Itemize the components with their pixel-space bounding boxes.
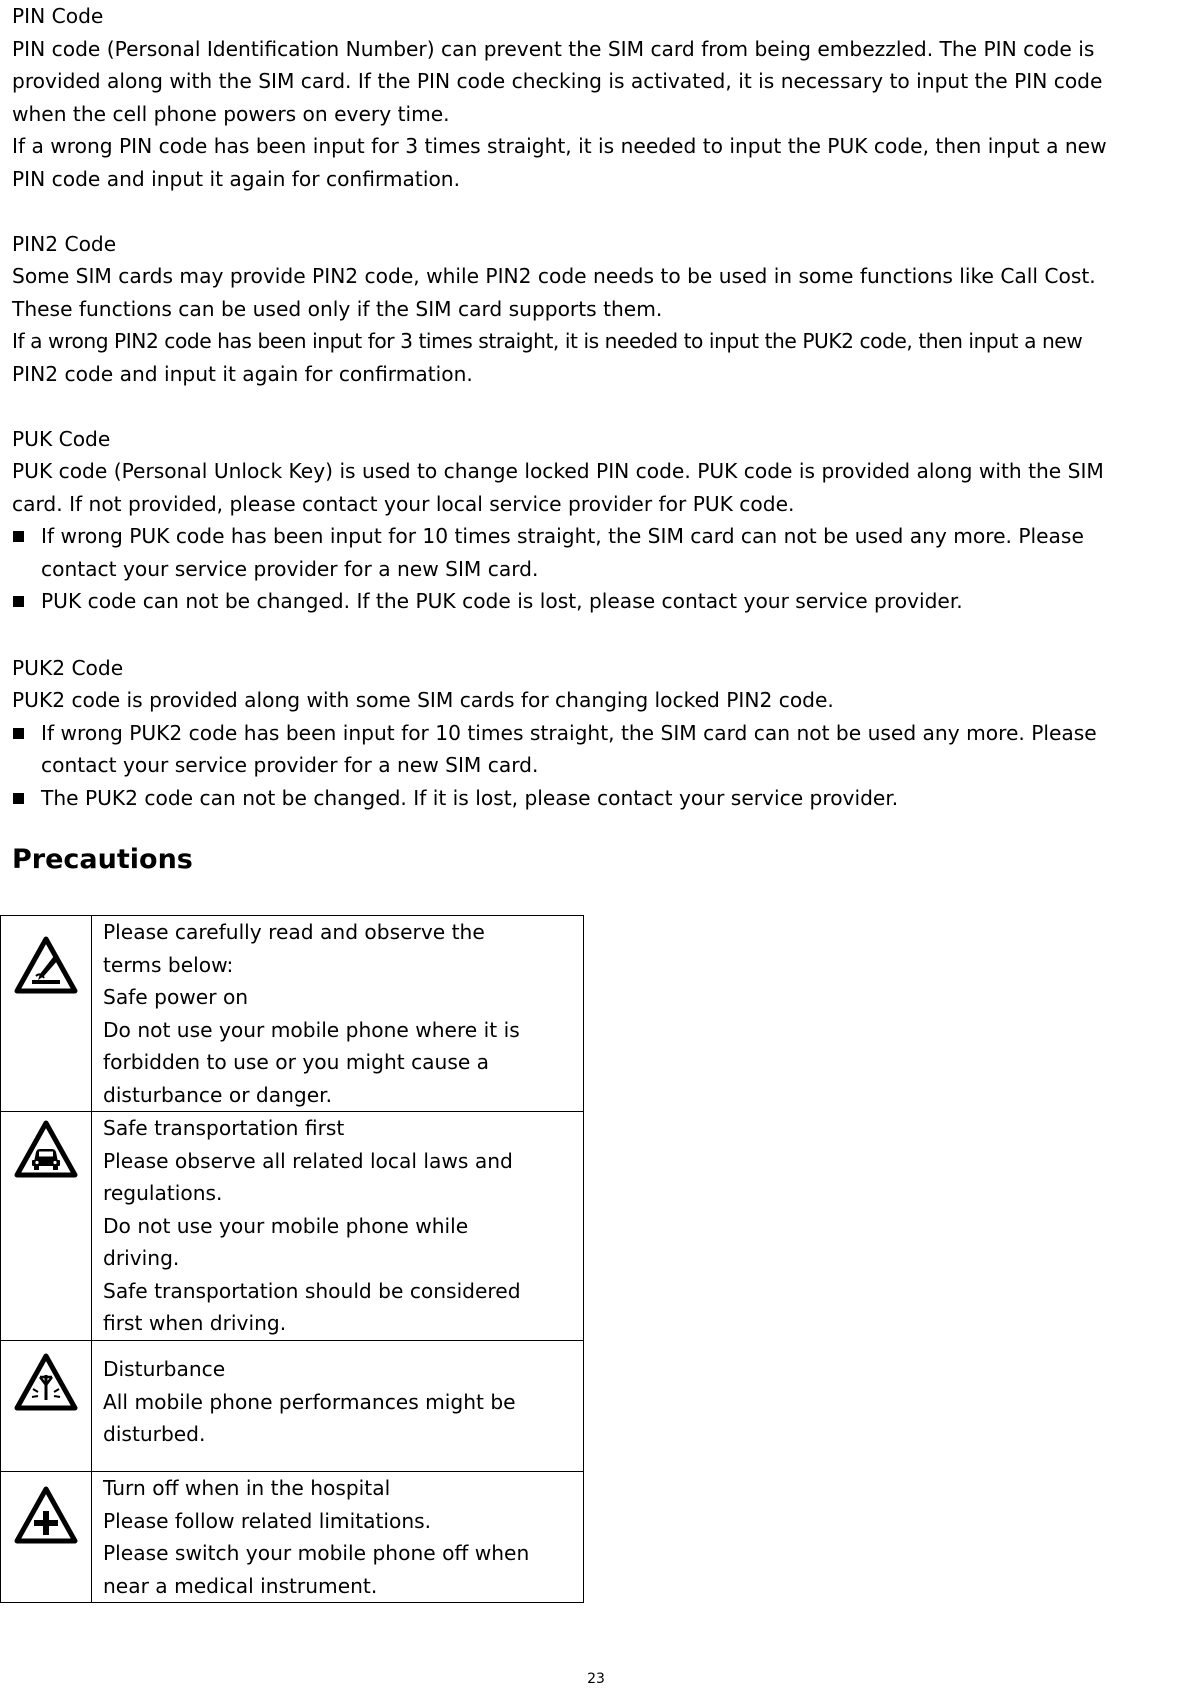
section-title: PUK Code <box>12 426 111 451</box>
bullet-line: contact your service provider for a new SIM card. <box>41 753 539 777</box>
icon-cell <box>1 1341 92 1472</box>
icon-cell <box>1 916 92 1112</box>
cell-line: disturbance or danger. <box>103 1082 333 1107</box>
section-pin2-code <box>12 228 1192 391</box>
bullet-item <box>12 782 1192 815</box>
icon-cell <box>1 1112 92 1341</box>
cell-line: Do not use your mobile phone while <box>103 1213 469 1238</box>
section-title: PIN Code <box>12 4 104 28</box>
cell-line: first when driving. <box>103 1311 287 1335</box>
paragraph-line: These functions can be used only if the SIM card supports them. <box>12 296 663 321</box>
cell-line: All mobile phone performances might be <box>103 1389 516 1414</box>
bullet-item <box>12 520 1192 585</box>
cell-line: terms below: <box>103 952 234 977</box>
bullet-item <box>12 717 1192 782</box>
cell-line: Please follow related limitations. <box>103 1508 432 1533</box>
cell-line: disturbed. <box>103 1422 206 1446</box>
square-bullet-icon <box>13 596 24 607</box>
cell-line: Safe transportation first <box>103 1116 345 1140</box>
paragraph-line: card. If not provided, please contact your local service provider for PUK code. <box>12 491 795 516</box>
bullet-line: If wrong PUK code has been input for 10 times straight, the SIM card can not be used any more. Please <box>41 524 1084 548</box>
icon-cell <box>1 1472 92 1603</box>
bullet-line: The PUK2 code can not be changed. If it is lost, please contact your service provider. <box>41 785 899 810</box>
section-puk2-code <box>12 652 1192 815</box>
antenna-warning-icon <box>14 1353 78 1411</box>
cell-line: Safe power on <box>103 985 249 1009</box>
table-row <box>1 916 584 1112</box>
car-warning-icon <box>14 1120 78 1178</box>
precautions-table <box>0 915 584 1603</box>
paragraph-line: when the cell phone powers on every time. <box>12 101 450 126</box>
cell-line: regulations. <box>103 1181 223 1205</box>
cell-line: Safe transportation should be considered <box>103 1278 521 1303</box>
cell-line: Do not use your mobile phone where it is <box>103 1017 520 1042</box>
document-page <box>12 0 1192 878</box>
paragraph-line: If a wrong PIN code has been input for 3 times straight, it is needed to input the PUK code, then input a new <box>12 134 1107 158</box>
paragraph-line: If a wrong PIN2 code has been input for 3 times straight, it is needed to input the PUK2 code, then input a new <box>12 329 1083 353</box>
section-title: PUK2 Code <box>12 655 124 680</box>
table-row <box>1 1112 584 1341</box>
cell-line: driving. <box>103 1246 180 1270</box>
text-cell <box>92 1472 584 1603</box>
section-title: PIN2 Code <box>12 231 117 256</box>
bullet-item <box>12 585 1192 618</box>
section-pin-code <box>12 0 1192 195</box>
hospital-warning-icon <box>14 1486 78 1544</box>
text-cell <box>92 1341 584 1472</box>
square-bullet-icon <box>13 793 24 804</box>
text-cell <box>92 916 584 1112</box>
square-bullet-icon <box>13 531 24 542</box>
bullet-line: contact your service provider for a new SIM card. <box>41 556 539 581</box>
cell-line: near a medical instrument. <box>103 1573 378 1598</box>
paragraph-line: PUK2 code is provided along with some SIM cards for changing locked PIN2 code. <box>12 688 834 712</box>
text-cell <box>92 1112 584 1341</box>
page-number: 23 <box>587 1671 605 1687</box>
bullet-line: If wrong PUK2 code has been input for 10 times straight, the SIM card can not be used any more. Please <box>41 720 1097 745</box>
cell-line: Please observe all related local laws and <box>103 1148 513 1173</box>
paragraph-line: Some SIM cards may provide PIN2 code, while PIN2 code needs to be used in some functions like Call Cost. <box>12 264 1096 288</box>
paragraph-line: PIN2 code and input it again for confirmation. <box>12 361 473 386</box>
precautions-heading: Precautions <box>12 844 193 875</box>
cell-line: forbidden to use or you might cause a <box>103 1050 490 1074</box>
paragraph-line: provided along with the SIM card. If the PIN code checking is activated, it is necessary to input the PIN code <box>12 69 1103 93</box>
bullet-line: PUK code can not be changed. If the PUK code is lost, please contact your service provider. <box>41 589 963 613</box>
pen-warning-icon <box>14 936 78 994</box>
paragraph-line: PIN code (Personal Identification Number) can prevent the SIM card from being embezzled. The PIN code is <box>12 36 1095 61</box>
cell-line: Disturbance <box>103 1357 226 1381</box>
square-bullet-icon <box>13 728 24 739</box>
paragraph-line: PIN code and input it again for confirmation. <box>12 166 461 191</box>
table-row <box>1 1341 584 1472</box>
cell-line: Please switch your mobile phone off when <box>103 1541 530 1565</box>
paragraph-line: PUK code (Personal Unlock Key) is used to change locked PIN code. PUK code is provided along with the SIM <box>12 459 1104 483</box>
cell-line: Please carefully read and observe the <box>103 920 485 944</box>
section-puk-code <box>12 423 1192 618</box>
cell-line: Turn off when in the hospital <box>103 1476 391 1500</box>
table-row <box>1 1472 584 1603</box>
